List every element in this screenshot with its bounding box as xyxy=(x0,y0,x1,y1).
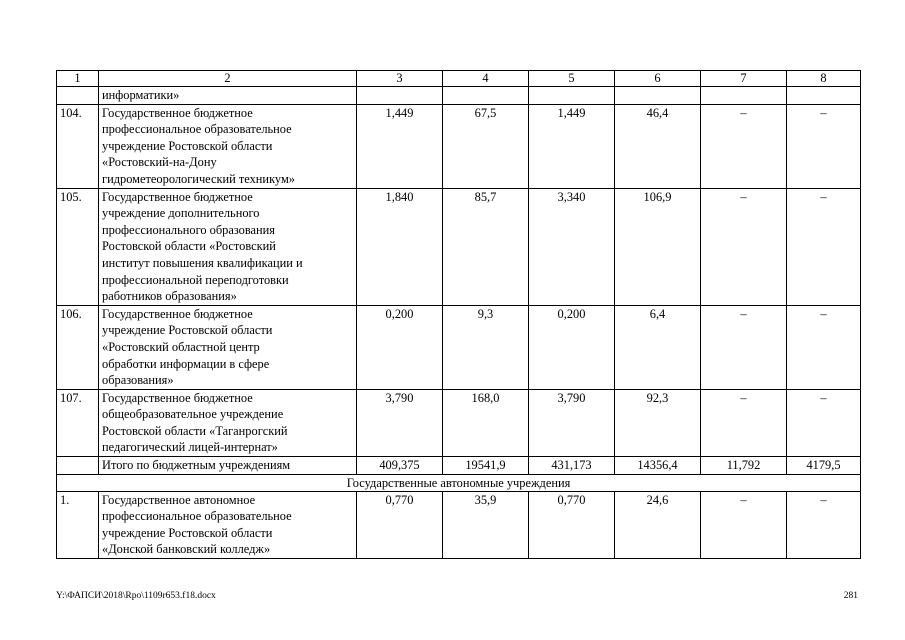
value-cell: 106,9 xyxy=(615,188,701,305)
institution-name-line: профессиональное образовательное xyxy=(102,509,292,524)
table-row xyxy=(57,389,861,456)
institution-name-line: информатики» xyxy=(102,88,180,102)
total-value-cell: 19541,9 xyxy=(443,457,529,475)
institution-name-line: учреждение Ростовской области xyxy=(102,525,273,540)
value-cell: 0,770 xyxy=(529,491,615,558)
column-header: 1 xyxy=(57,71,99,87)
footer-file-path: Y:\ФАПСИ\2018\Rpo\1109r653.f18.docx xyxy=(56,591,216,601)
institution-name-line: обработки информации в сфере xyxy=(102,356,270,371)
value-cell xyxy=(787,87,861,105)
value-cell: – xyxy=(787,389,861,456)
value-cell xyxy=(701,87,787,105)
row-number: 107. xyxy=(57,389,99,456)
column-header: 8 xyxy=(787,71,861,87)
total-value-cell: 409,375 xyxy=(357,457,443,475)
column-header: 5 xyxy=(529,71,615,87)
value-cell: 67,5 xyxy=(443,104,529,188)
row-number: 106. xyxy=(57,305,99,389)
value-cell: 92,3 xyxy=(615,389,701,456)
column-header: 3 xyxy=(357,71,443,87)
column-number-row xyxy=(57,71,861,87)
institution-name-cell xyxy=(99,389,357,456)
column-header: 4 xyxy=(443,71,529,87)
value-cell: – xyxy=(701,188,787,305)
value-cell: 168,0 xyxy=(443,389,529,456)
institution-name-line: учреждение Ростовской области xyxy=(102,138,273,153)
total-row xyxy=(57,457,861,475)
value-cell: 3,790 xyxy=(357,389,443,456)
value-cell: 0,770 xyxy=(357,491,443,558)
value-cell: – xyxy=(701,389,787,456)
institution-name-line: образования» xyxy=(102,373,174,388)
value-cell: – xyxy=(701,491,787,558)
value-cell: 0,200 xyxy=(357,305,443,389)
section-title: Государственные автономные учреждения xyxy=(57,474,861,491)
value-cell xyxy=(615,87,701,105)
value-cell: 3,340 xyxy=(529,188,615,305)
row-number: 104. xyxy=(57,104,99,188)
value-cell: – xyxy=(787,491,861,558)
total-value-cell: 4179,5 xyxy=(787,457,861,475)
institution-name-line: Государственное бюджетное xyxy=(102,390,253,405)
value-cell: – xyxy=(787,188,861,305)
institution-name-line: гидрометеорологический техникум» xyxy=(102,171,295,186)
institution-name-line: Государственное бюджетное xyxy=(102,105,253,120)
institution-name-line: общеобразовательное учреждение xyxy=(102,407,284,422)
institution-name-line: Государственное бюджетное xyxy=(102,189,253,204)
institution-name-line: «Ростовский-на-Дону xyxy=(102,155,217,170)
value-cell xyxy=(443,87,529,105)
budget-table xyxy=(56,70,861,559)
institution-name-line: работников образования» xyxy=(102,289,237,304)
table-row xyxy=(57,188,861,305)
row-number: 105. xyxy=(57,188,99,305)
table-row xyxy=(57,87,861,105)
institution-name-cell xyxy=(99,188,357,305)
total-label: Итого по бюджетным учреждениям xyxy=(99,457,357,475)
institution-name-line: учреждение Ростовской области xyxy=(102,323,273,338)
institution-name-line: «Ростовский областной центр xyxy=(102,339,260,354)
column-header: 7 xyxy=(701,71,787,87)
institution-name-line: Ростовской области «Ростовский xyxy=(102,239,276,254)
value-cell: 1,449 xyxy=(357,104,443,188)
value-cell: 9,3 xyxy=(443,305,529,389)
institution-name-line: профессиональное образовательное xyxy=(102,122,292,137)
row-number xyxy=(57,457,99,475)
total-value-cell: 14356,4 xyxy=(615,457,701,475)
institution-name-cell xyxy=(99,87,357,105)
value-cell: 85,7 xyxy=(443,188,529,305)
institution-name-line: Ростовской области «Таганрогский xyxy=(102,423,288,438)
value-cell: 1,840 xyxy=(357,188,443,305)
value-cell: 3,790 xyxy=(529,389,615,456)
row-number xyxy=(57,87,99,105)
section-header-row xyxy=(57,474,861,491)
value-cell: – xyxy=(787,104,861,188)
table-row xyxy=(57,104,861,188)
institution-name-line: профессионального образования xyxy=(102,222,276,237)
value-cell: 35,9 xyxy=(443,491,529,558)
institution-name-cell xyxy=(99,104,357,188)
row-number: 1. xyxy=(57,491,99,558)
value-cell: – xyxy=(701,104,787,188)
column-header: 6 xyxy=(615,71,701,87)
institution-name-cell xyxy=(99,491,357,558)
total-value-cell: 431,173 xyxy=(529,457,615,475)
value-cell: 1,449 xyxy=(529,104,615,188)
value-cell: 6,4 xyxy=(615,305,701,389)
value-cell xyxy=(529,87,615,105)
table-body xyxy=(57,71,861,559)
institution-name-line: «Донской банковский колледж» xyxy=(102,542,271,557)
institution-name-line: Государственное бюджетное xyxy=(102,306,253,321)
institution-name-line: профессиональной переподготовки xyxy=(102,272,289,287)
institution-name-cell xyxy=(99,305,357,389)
institution-name-line: учреждение дополнительного xyxy=(102,206,260,221)
column-header: 2 xyxy=(99,71,357,87)
value-cell: 46,4 xyxy=(615,104,701,188)
institution-name-line: педагогический лицей-интернат» xyxy=(102,440,278,455)
table-row xyxy=(57,305,861,389)
institution-name-line: Государственное автономное xyxy=(102,492,256,507)
value-cell: – xyxy=(701,305,787,389)
table-row xyxy=(57,491,861,558)
footer-page-number: 281 xyxy=(843,591,858,601)
institution-name-line: институт повышения квалификации и xyxy=(102,255,303,270)
value-cell: 24,6 xyxy=(615,491,701,558)
value-cell: 0,200 xyxy=(529,305,615,389)
total-value-cell: 11,792 xyxy=(701,457,787,475)
value-cell xyxy=(357,87,443,105)
value-cell: – xyxy=(787,305,861,389)
